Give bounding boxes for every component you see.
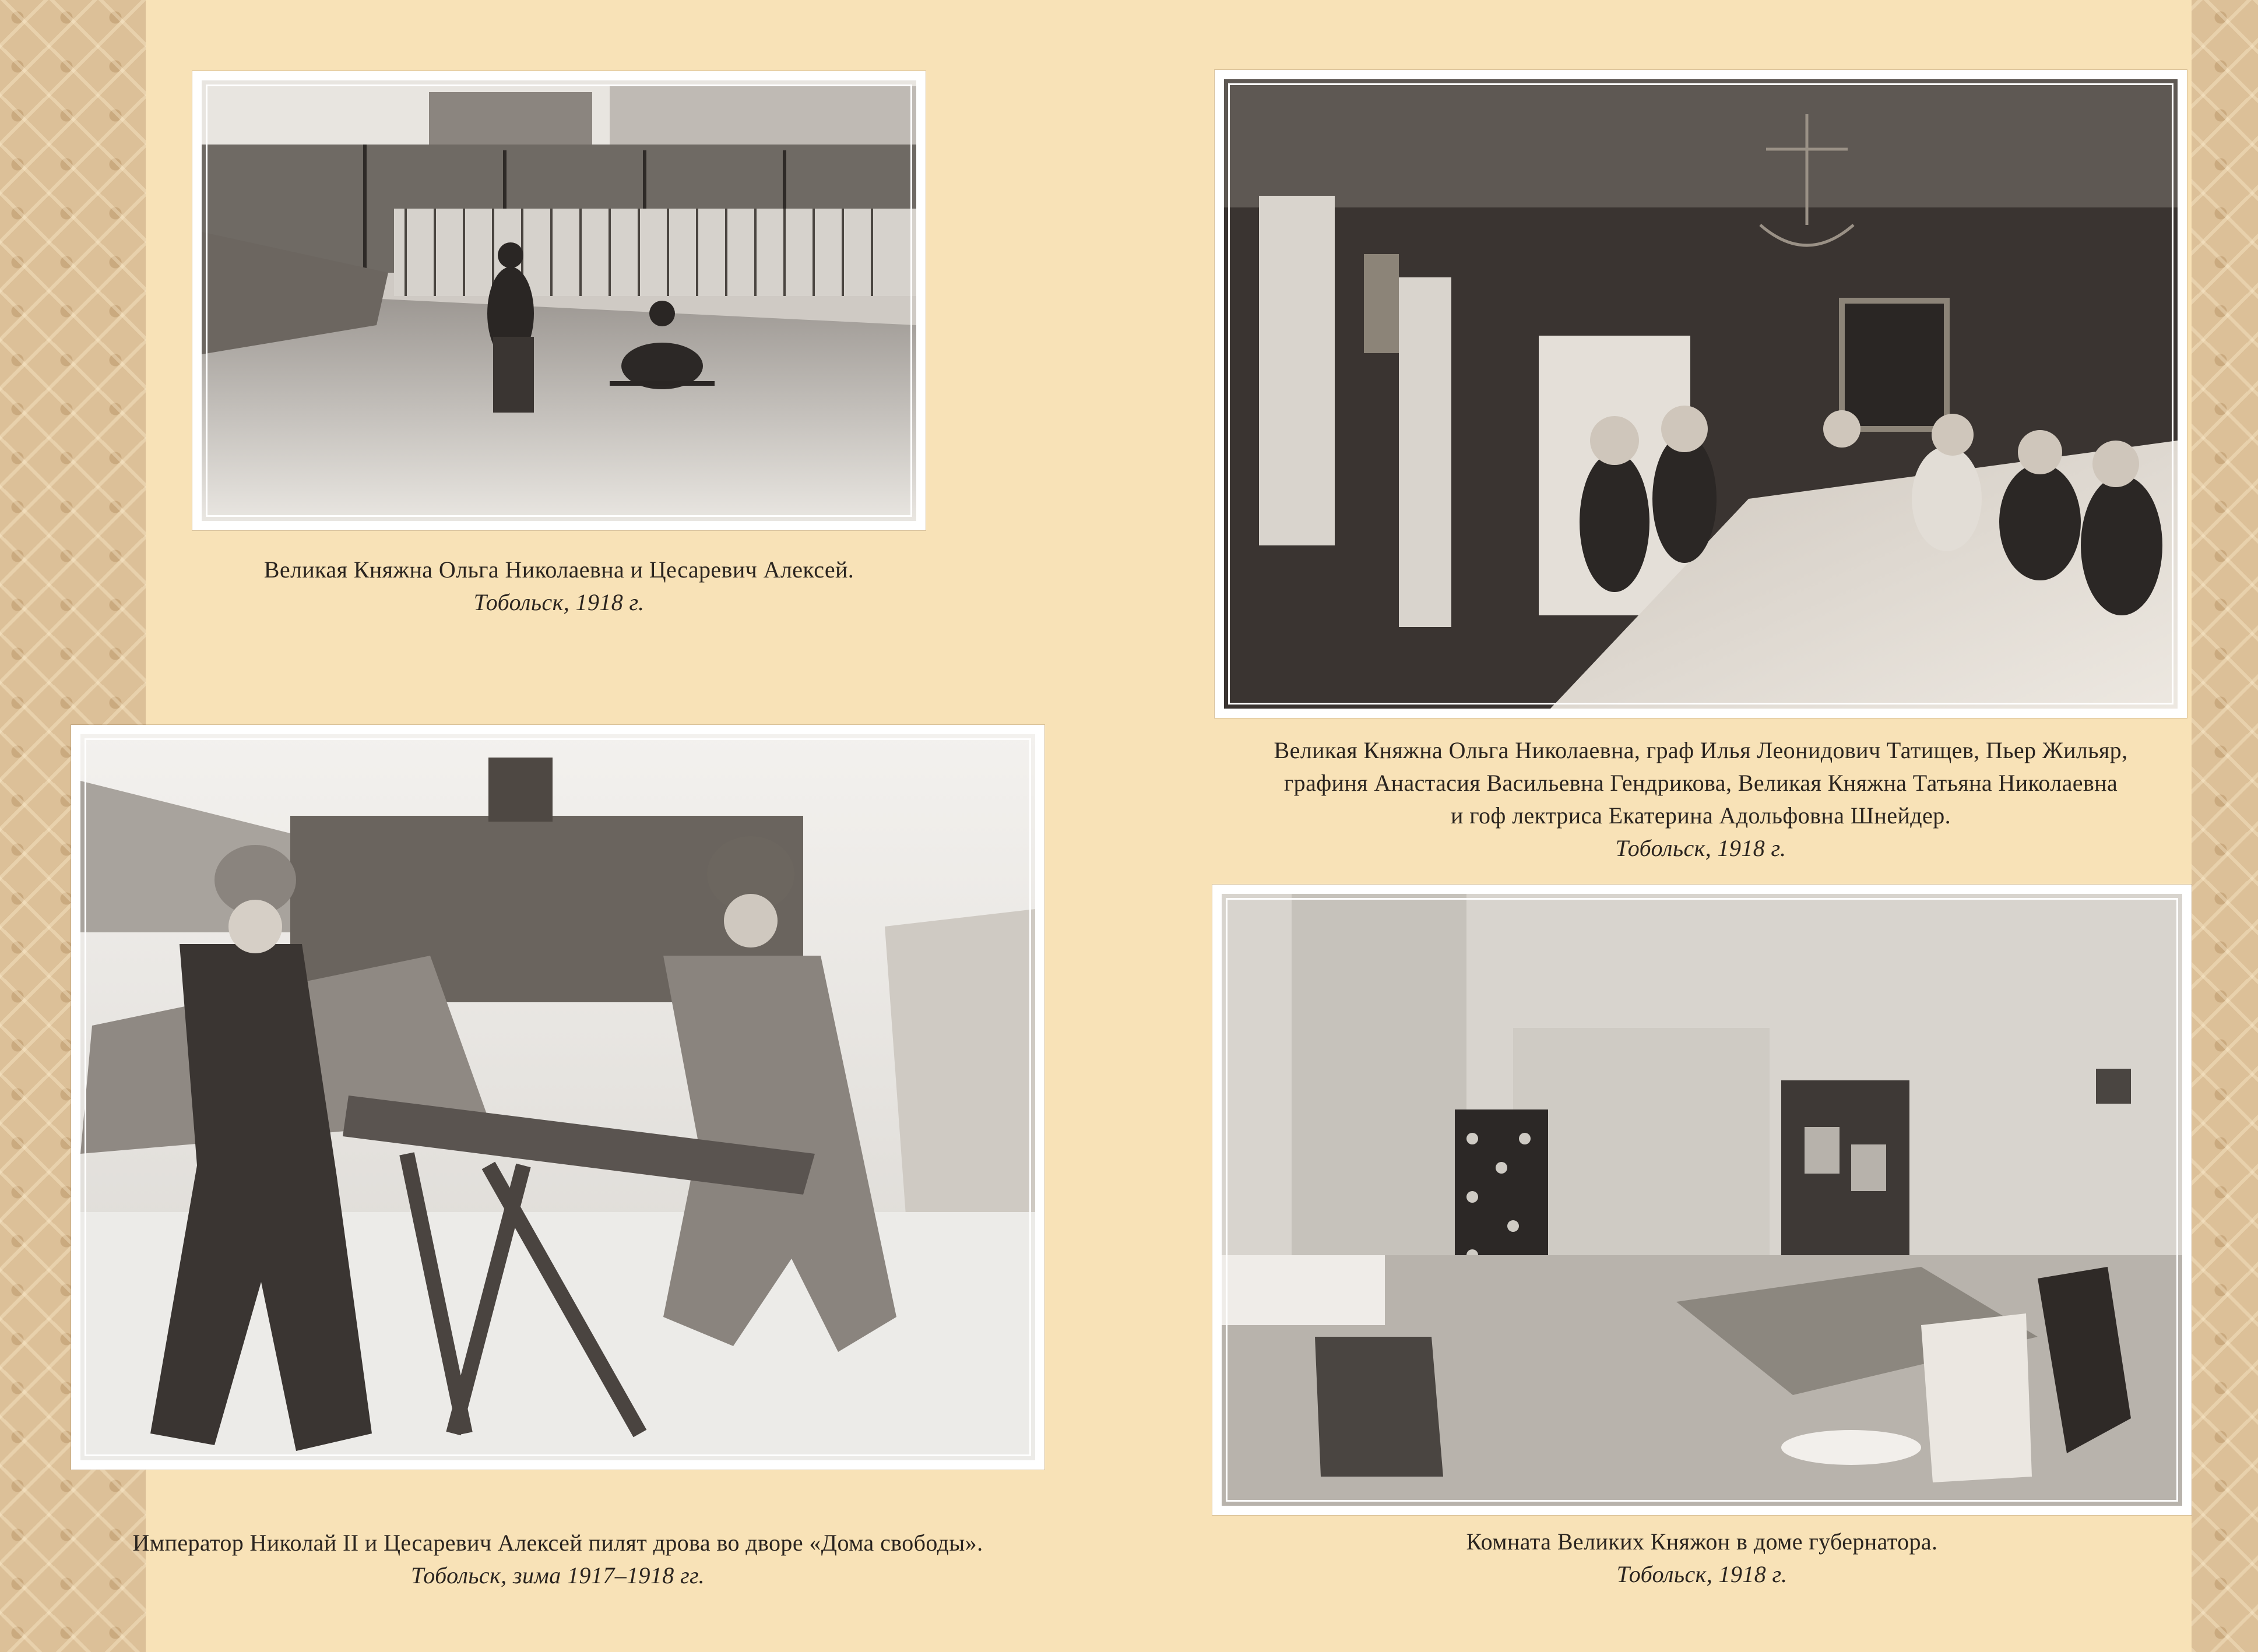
photo-sled (202, 80, 916, 521)
photo-room (1222, 894, 2182, 1506)
caption-line: Великая Княжна Ольга Николаевна, граф Илья Леонидович Татищев, Пьер Жильяр, (1274, 737, 2128, 763)
photo-frame-sled (192, 71, 926, 530)
caption-room (1212, 1526, 2192, 1591)
caption-place: Тобольск, зима 1917–1918 гг. (411, 1562, 705, 1588)
caption-line: и гоф лектриса Екатерина Адольфовна Шнейдер. (1450, 802, 1951, 829)
caption-line: Комната Великих Княжон в доме губернатора. (1466, 1528, 1938, 1555)
caption-place: Тобольск, 1918 г. (473, 589, 645, 615)
caption-dining (1215, 734, 2187, 865)
caption-line: Великая Княжна Ольга Николаевна и Цесаревич Алексей. (263, 556, 854, 583)
photo-sawing (80, 734, 1035, 1460)
caption-sled (192, 554, 926, 619)
photo-frame-sawing (71, 725, 1044, 1470)
photo-dining (1224, 79, 2178, 709)
caption-sawing (71, 1527, 1044, 1592)
photo-frame-room (1212, 885, 2192, 1515)
caption-line: графиня Анастасия Васильевна Гендрикова, Великая Княжна Татьяна Николаевна (1283, 770, 2118, 796)
caption-place: Тобольск, 1918 г. (1615, 835, 1786, 861)
caption-line: Император Николай II и Цесаревич Алексей пилят дрова во дворе «Дома свободы». (132, 1530, 983, 1556)
photo-frame-dining (1215, 70, 2187, 718)
caption-place: Тобольск, 1918 г. (1616, 1561, 1788, 1587)
